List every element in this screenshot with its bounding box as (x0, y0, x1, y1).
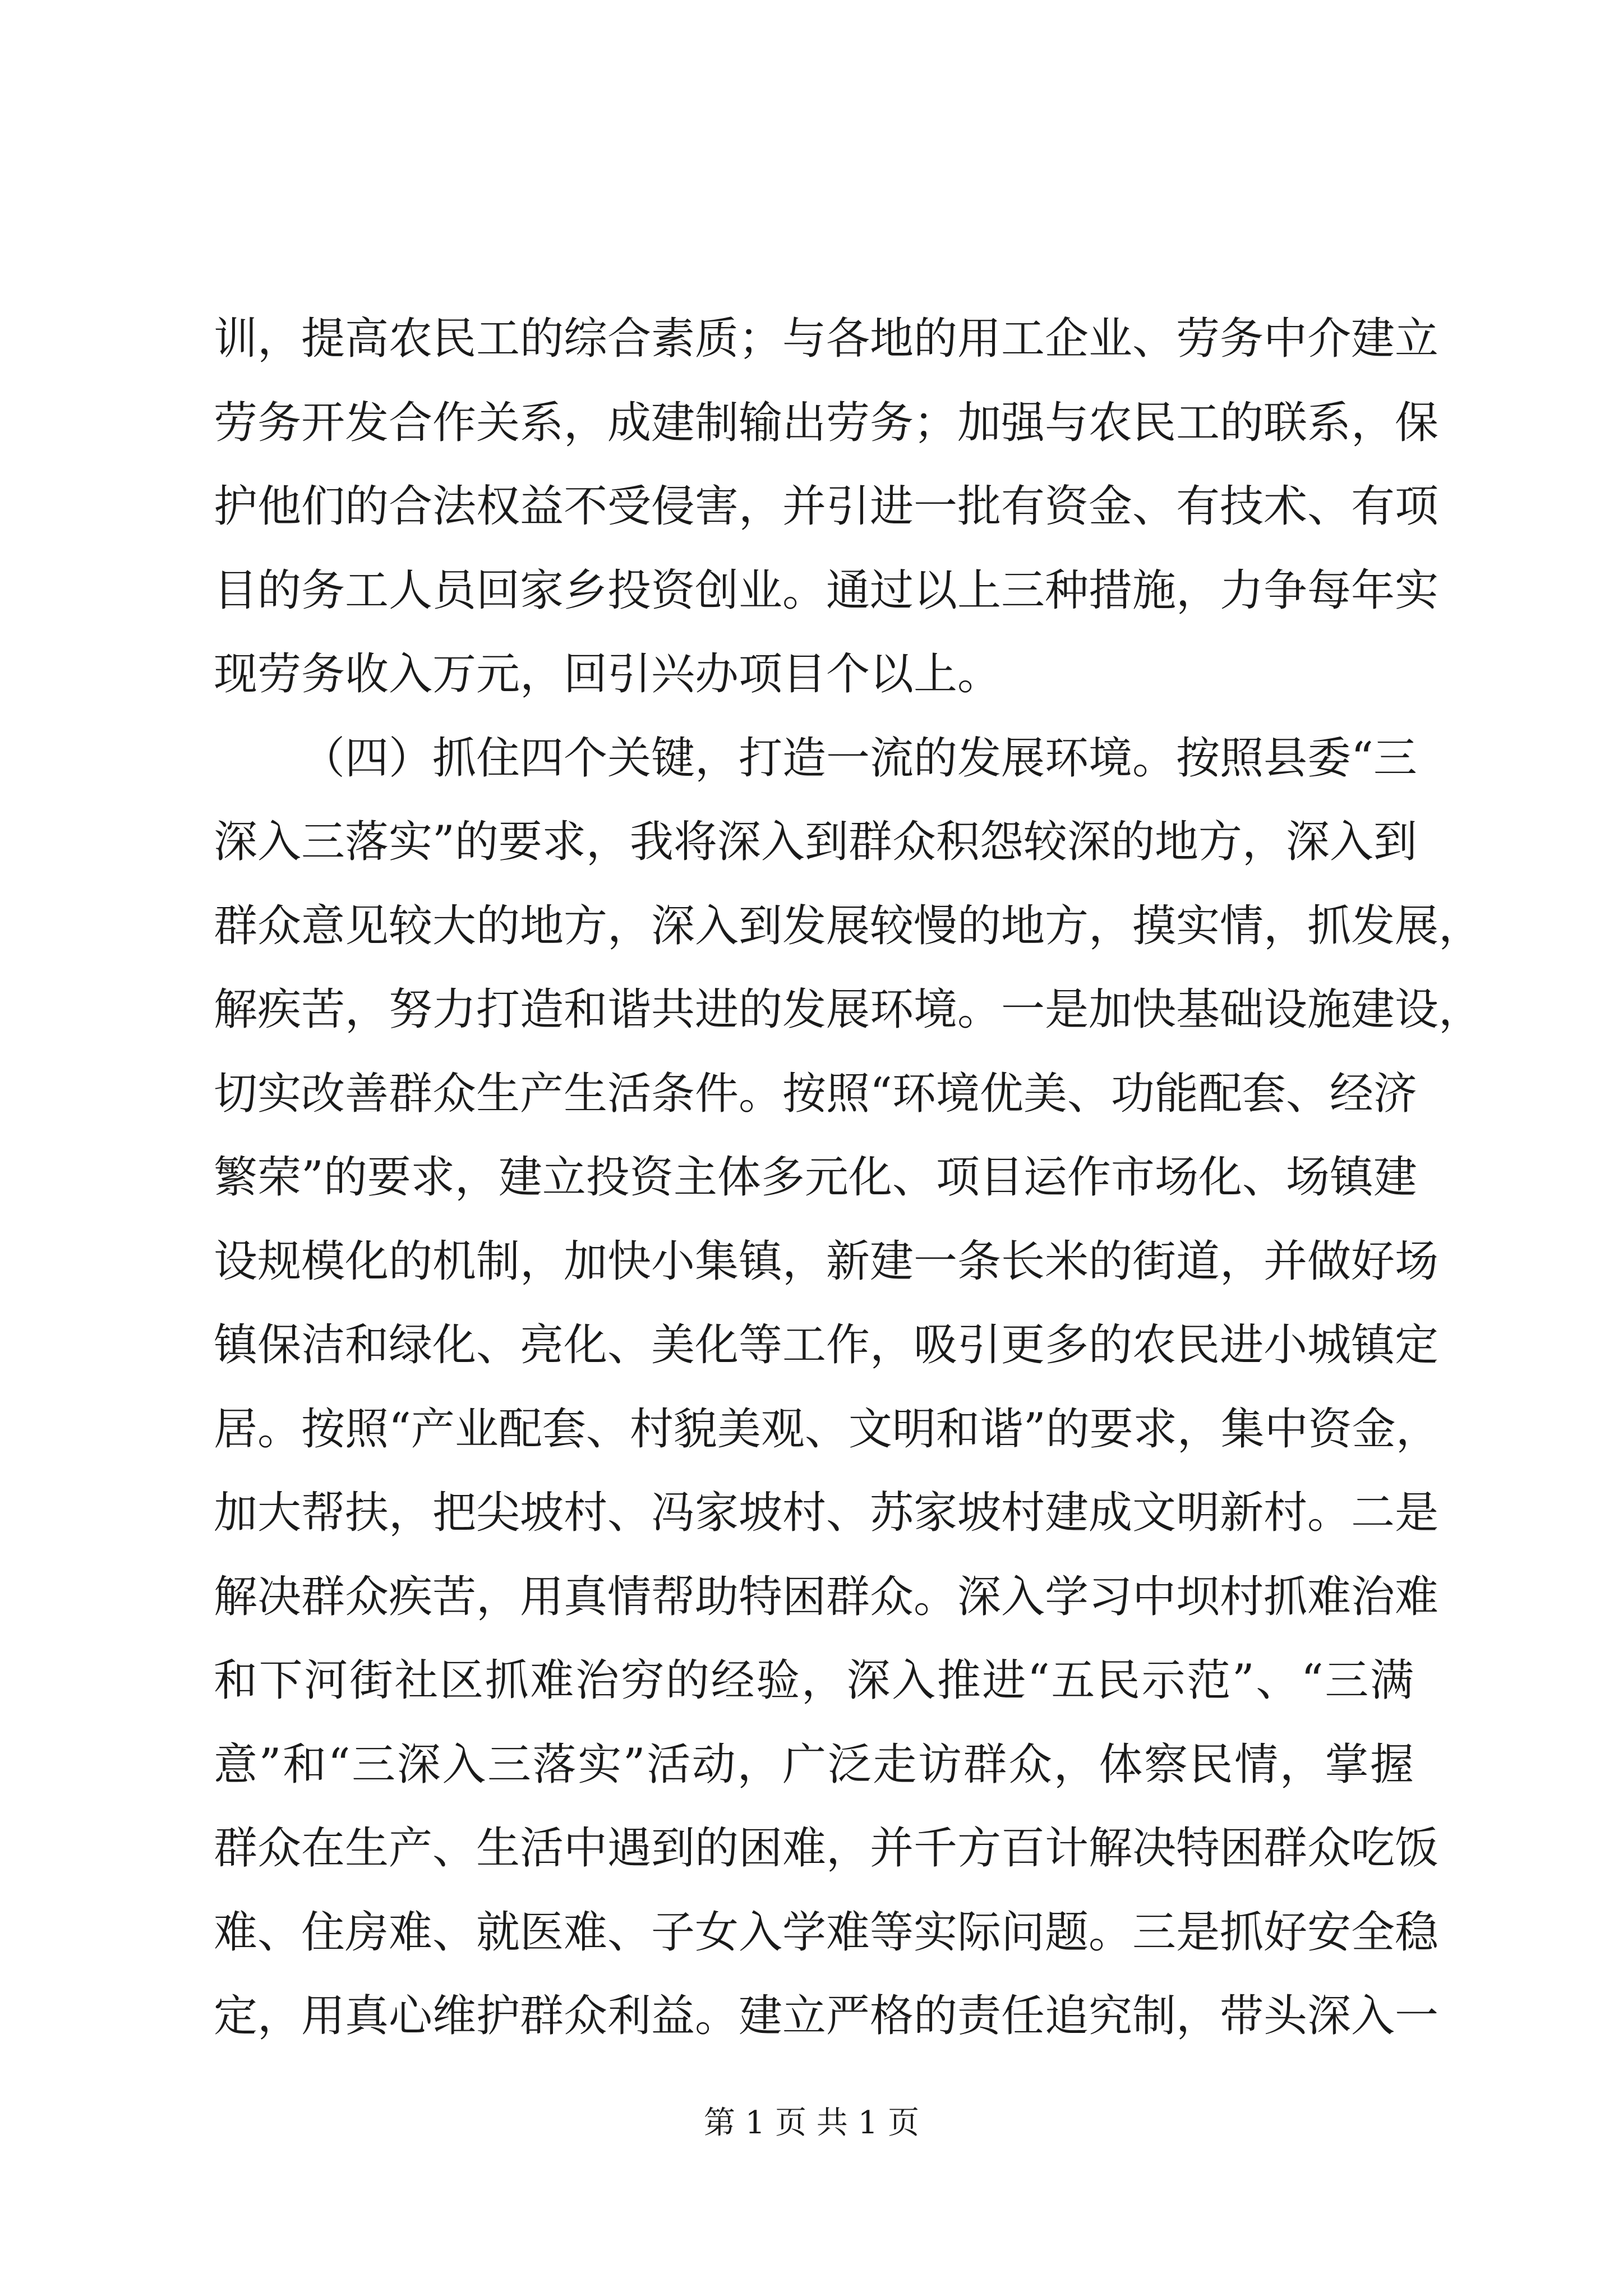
text-line: 目的务工人员回家乡投资创业。通过以上三种措施，力争每年实 (214, 565, 1439, 616)
text-line: 现劳务收入万元，回引兴办项目个以上。 (214, 649, 1002, 700)
text-line: 解疾苦，努力打造和谐共进的发展环境。一是加快基础设施建设， (214, 984, 1483, 1035)
text-line: 群众在生产、生活中遇到的困难，并千方百计解决特困群众吃饭 (214, 1823, 1439, 1874)
page-number-label: 第 1 页 共 1 页 (703, 2105, 920, 2141)
text-line: 定，用真心维护群众利益。建立严格的责任追究制，带头深入一 (214, 1991, 1439, 2041)
page-footer (0, 2101, 1623, 2146)
text-line: 难、住房难、就医难、子女入学难等实际问题。三是抓好安全稳 (214, 1907, 1439, 1958)
text-line: 设规模化的机制，加快小集镇，新建一条长米的街道，并做好场 (214, 1236, 1439, 1287)
text-line: 镇保洁和绿化、亮化、美化等工作，吸引更多的农民进小城镇定 (214, 1320, 1439, 1370)
text-line: 深入三落实”的要求，我将深入到群众积怨较深的地方，深入到 (214, 817, 1417, 867)
text-line: 繁荣”的要求，建立投资主体多元化、项目运作市场化、场镇建 (214, 1152, 1417, 1203)
paragraph-start-line: （四）抓住四个关键，打造一流的发展环境。按照县委“三 (301, 733, 1417, 784)
text-line: 劳务开发合作关系，成建制输出劳务；加强与农民工的联系，保 (214, 397, 1439, 448)
text-line: 和下河街社区抓难治穷的经验，深入推进“五民示范”、“三满 (214, 1655, 1414, 1706)
text-line: 居。按照“产业配套、村貌美观、文明和谐”的要求，集中资金， (214, 1404, 1440, 1455)
text-line: 训，提高农民工的综合素质；与各地的用工企业、劳务中介建立 (214, 314, 1439, 364)
text-line: 加大帮扶，把尖坡村、冯家坡村、苏家坡村建成文明新村。二是 (214, 1488, 1439, 1538)
text-line: 护他们的合法权益不受侵害，并引进一批有资金、有技术、有项 (214, 481, 1439, 532)
text-line: 意”和“三深入三落实”活动，广泛走访群众，体察民情，掌握 (214, 1739, 1414, 1790)
text-line: 解决群众疾苦，用真情帮助特困群众。深入学习中坝村抓难治难 (214, 1571, 1439, 1622)
text-line: 群众意见较大的地方，深入到发展较慢的地方，摸实情，抓发展， (214, 900, 1483, 951)
text-line: 切实改善群众生产生活条件。按照“环境优美、功能配套、经济 (214, 1068, 1417, 1119)
document-body (214, 297, 1483, 2059)
